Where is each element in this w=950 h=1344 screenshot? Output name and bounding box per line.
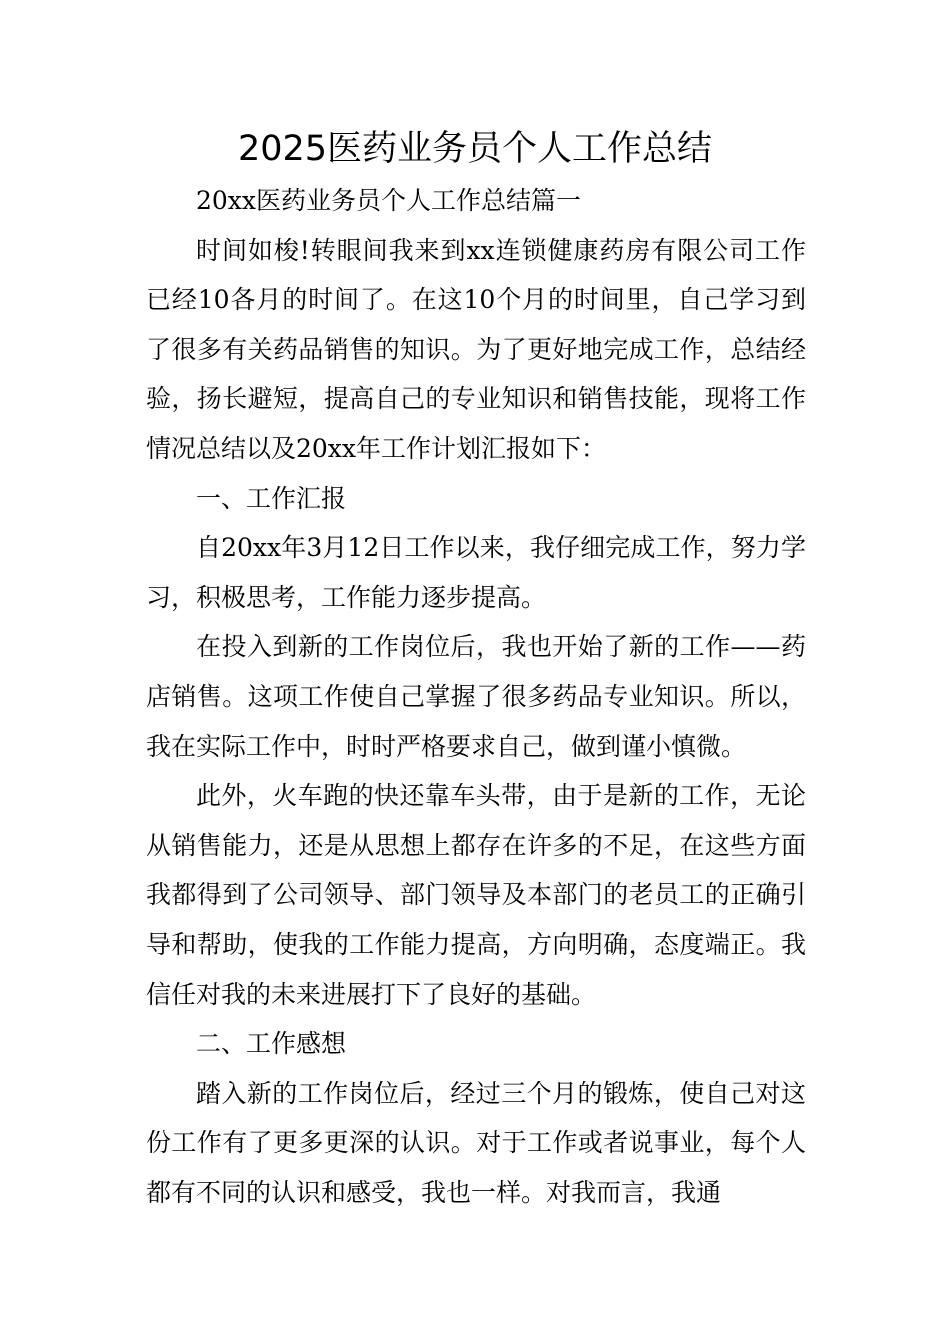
section-heading-work-thoughts: 二、工作感想 xyxy=(196,1029,347,1059)
body-paragraph: 在投入到新的工作岗位后，我也开始了新的工作——药店销售。这项工作使自己掌握了很多药品专业知识。所以，我在实际工作中，时时严格要求自己，做到谨小慎微。 xyxy=(146,632,806,761)
subtitle-paragraph: 20xx医药业务员个人工作总结篇一 xyxy=(196,186,582,215)
body-paragraph: 此外，火车跑的快还靠车头带，由于是新的工作，无论从销售能力，还是从思想上都存在许多的不足，在这些方面我都得到了公司领导、部门领导及本部门的老员工的正确引导和帮助，使我的工作能力提高，方向明确，态度端正。我信任对我的未来进展打下了良好的基础。 xyxy=(146,781,806,1009)
body-paragraph: 自20xx年3月12日工作以来，我仔细完成工作，努力学习，积极思考，工作能力逐步提高。 xyxy=(146,533,806,612)
document-body xyxy=(146,176,806,1217)
body-paragraph: 踏入新的工作岗位后，经过三个月的锻炼，使自己对这份工作有了更多更深的认识。对于工作或者说事业，每个人都有不同的认识和感受，我也一样。对我而言，我通 xyxy=(146,1078,806,1207)
intro-paragraph: 时间如梭!转眼间我来到xx连锁健康药房有限公司工作已经10各月的时间了。在这10个月的时间里，自己学习到了很多有关药品销售的知识。为了更好地完成工作，总结经验，扬长避短，提高自己的专业知识和销售技能，现将工作情况总结以及20xx年工作计划汇报如下： xyxy=(146,235,806,463)
document-title: 2025医药业务员个人工作总结 xyxy=(237,129,713,169)
section-heading-work-report: 一、工作汇报 xyxy=(196,483,347,513)
